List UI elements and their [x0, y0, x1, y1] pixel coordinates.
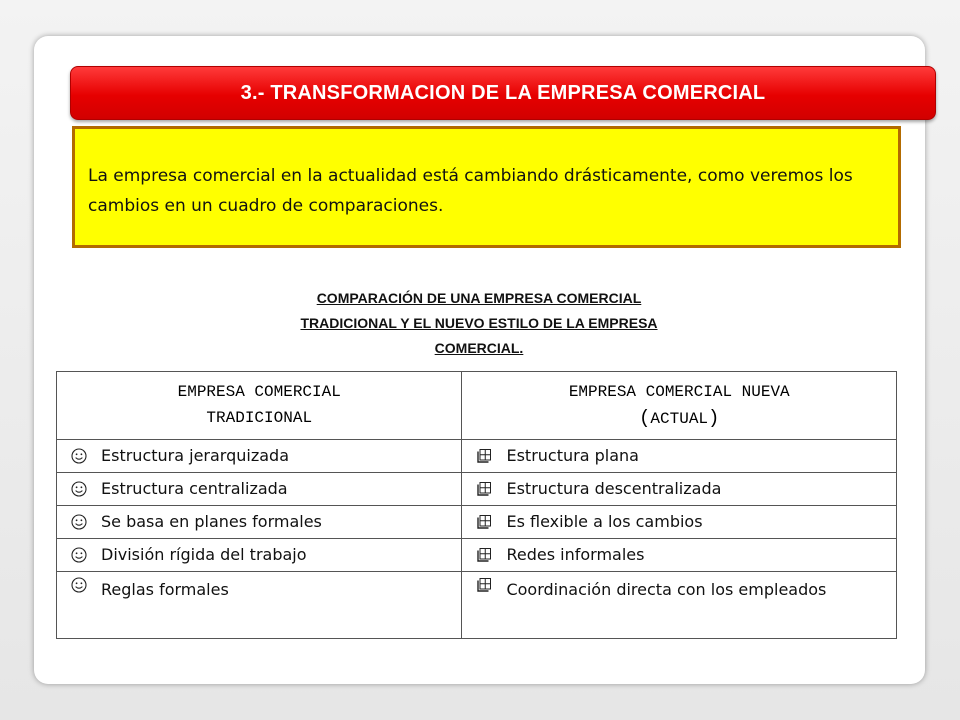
table-header-row — [57, 372, 897, 440]
new-item-text: Estructura descentralizada — [506, 479, 722, 498]
column-header-new — [462, 372, 897, 440]
intro-text: La empresa comercial en la actualidad está cambiando drásticamente, como veremos los cambios en un cuadro de comparaciones. — [88, 166, 853, 216]
traditional-item-text: Estructura jerarquizada — [101, 446, 289, 465]
paren-open: ( — [639, 407, 651, 429]
traditional-item-text: Reglas formales — [101, 580, 229, 599]
column-header-new-line-1: EMPRESA COMERCIAL NUEVA — [568, 383, 790, 401]
smiley-icon — [71, 577, 87, 593]
comparison-heading-line-3: COMERCIAL. — [434, 340, 524, 356]
intro-box — [72, 126, 901, 248]
traditional-item-text: División rígida del trabajo — [101, 545, 307, 564]
smiley-icon — [71, 448, 87, 464]
table-row — [57, 539, 897, 572]
new-cell — [462, 440, 897, 473]
traditional-cell — [57, 572, 462, 639]
column-header-traditional-line-2: TRADICIONAL — [206, 409, 313, 427]
window-pane-icon — [476, 547, 492, 563]
comparison-heading — [240, 286, 718, 361]
comparison-heading-line-2: TRADICIONAL Y EL NUEVO ESTILO DE LA EMPRESA — [300, 315, 658, 331]
new-item-text: Es flexible a los cambios — [506, 512, 703, 531]
column-header-new-line-2 — [462, 405, 896, 432]
table-row — [57, 473, 897, 506]
paren-close: ) — [708, 407, 720, 429]
table-row — [57, 506, 897, 539]
new-cell — [462, 506, 897, 539]
window-pane-icon — [476, 514, 492, 530]
window-pane-icon — [476, 481, 492, 497]
traditional-item-text: Estructura centralizada — [101, 479, 288, 498]
new-cell — [462, 572, 897, 639]
comparison-table — [56, 371, 897, 639]
new-cell — [462, 539, 897, 572]
title-banner — [70, 66, 936, 120]
column-header-traditional-line-1: EMPRESA COMERCIAL — [177, 383, 341, 401]
table-row — [57, 572, 897, 639]
traditional-cell — [57, 539, 462, 572]
window-pane-icon — [476, 577, 492, 593]
smiley-icon — [71, 481, 87, 497]
traditional-cell — [57, 440, 462, 473]
smiley-icon — [71, 514, 87, 530]
smiley-icon — [71, 547, 87, 563]
new-item-text: Redes informales — [506, 545, 645, 564]
traditional-cell — [57, 506, 462, 539]
slide-title: 3.- TRANSFORMACION DE LA EMPRESA COMERCIAL — [240, 81, 766, 104]
new-item-text: Coordinación directa con los empleados — [506, 580, 827, 599]
new-item-text: Estructura plana — [506, 446, 639, 465]
column-header-traditional — [57, 372, 462, 440]
new-cell — [462, 473, 897, 506]
table-row — [57, 440, 897, 473]
window-pane-icon — [476, 448, 492, 464]
comparison-heading-line-1: COMPARACIÓN DE UNA EMPRESA COMERCIAL — [316, 290, 642, 306]
traditional-item-text: Se basa en planes formales — [101, 512, 322, 531]
column-header-new-word: ACTUAL — [650, 410, 709, 428]
traditional-cell — [57, 473, 462, 506]
